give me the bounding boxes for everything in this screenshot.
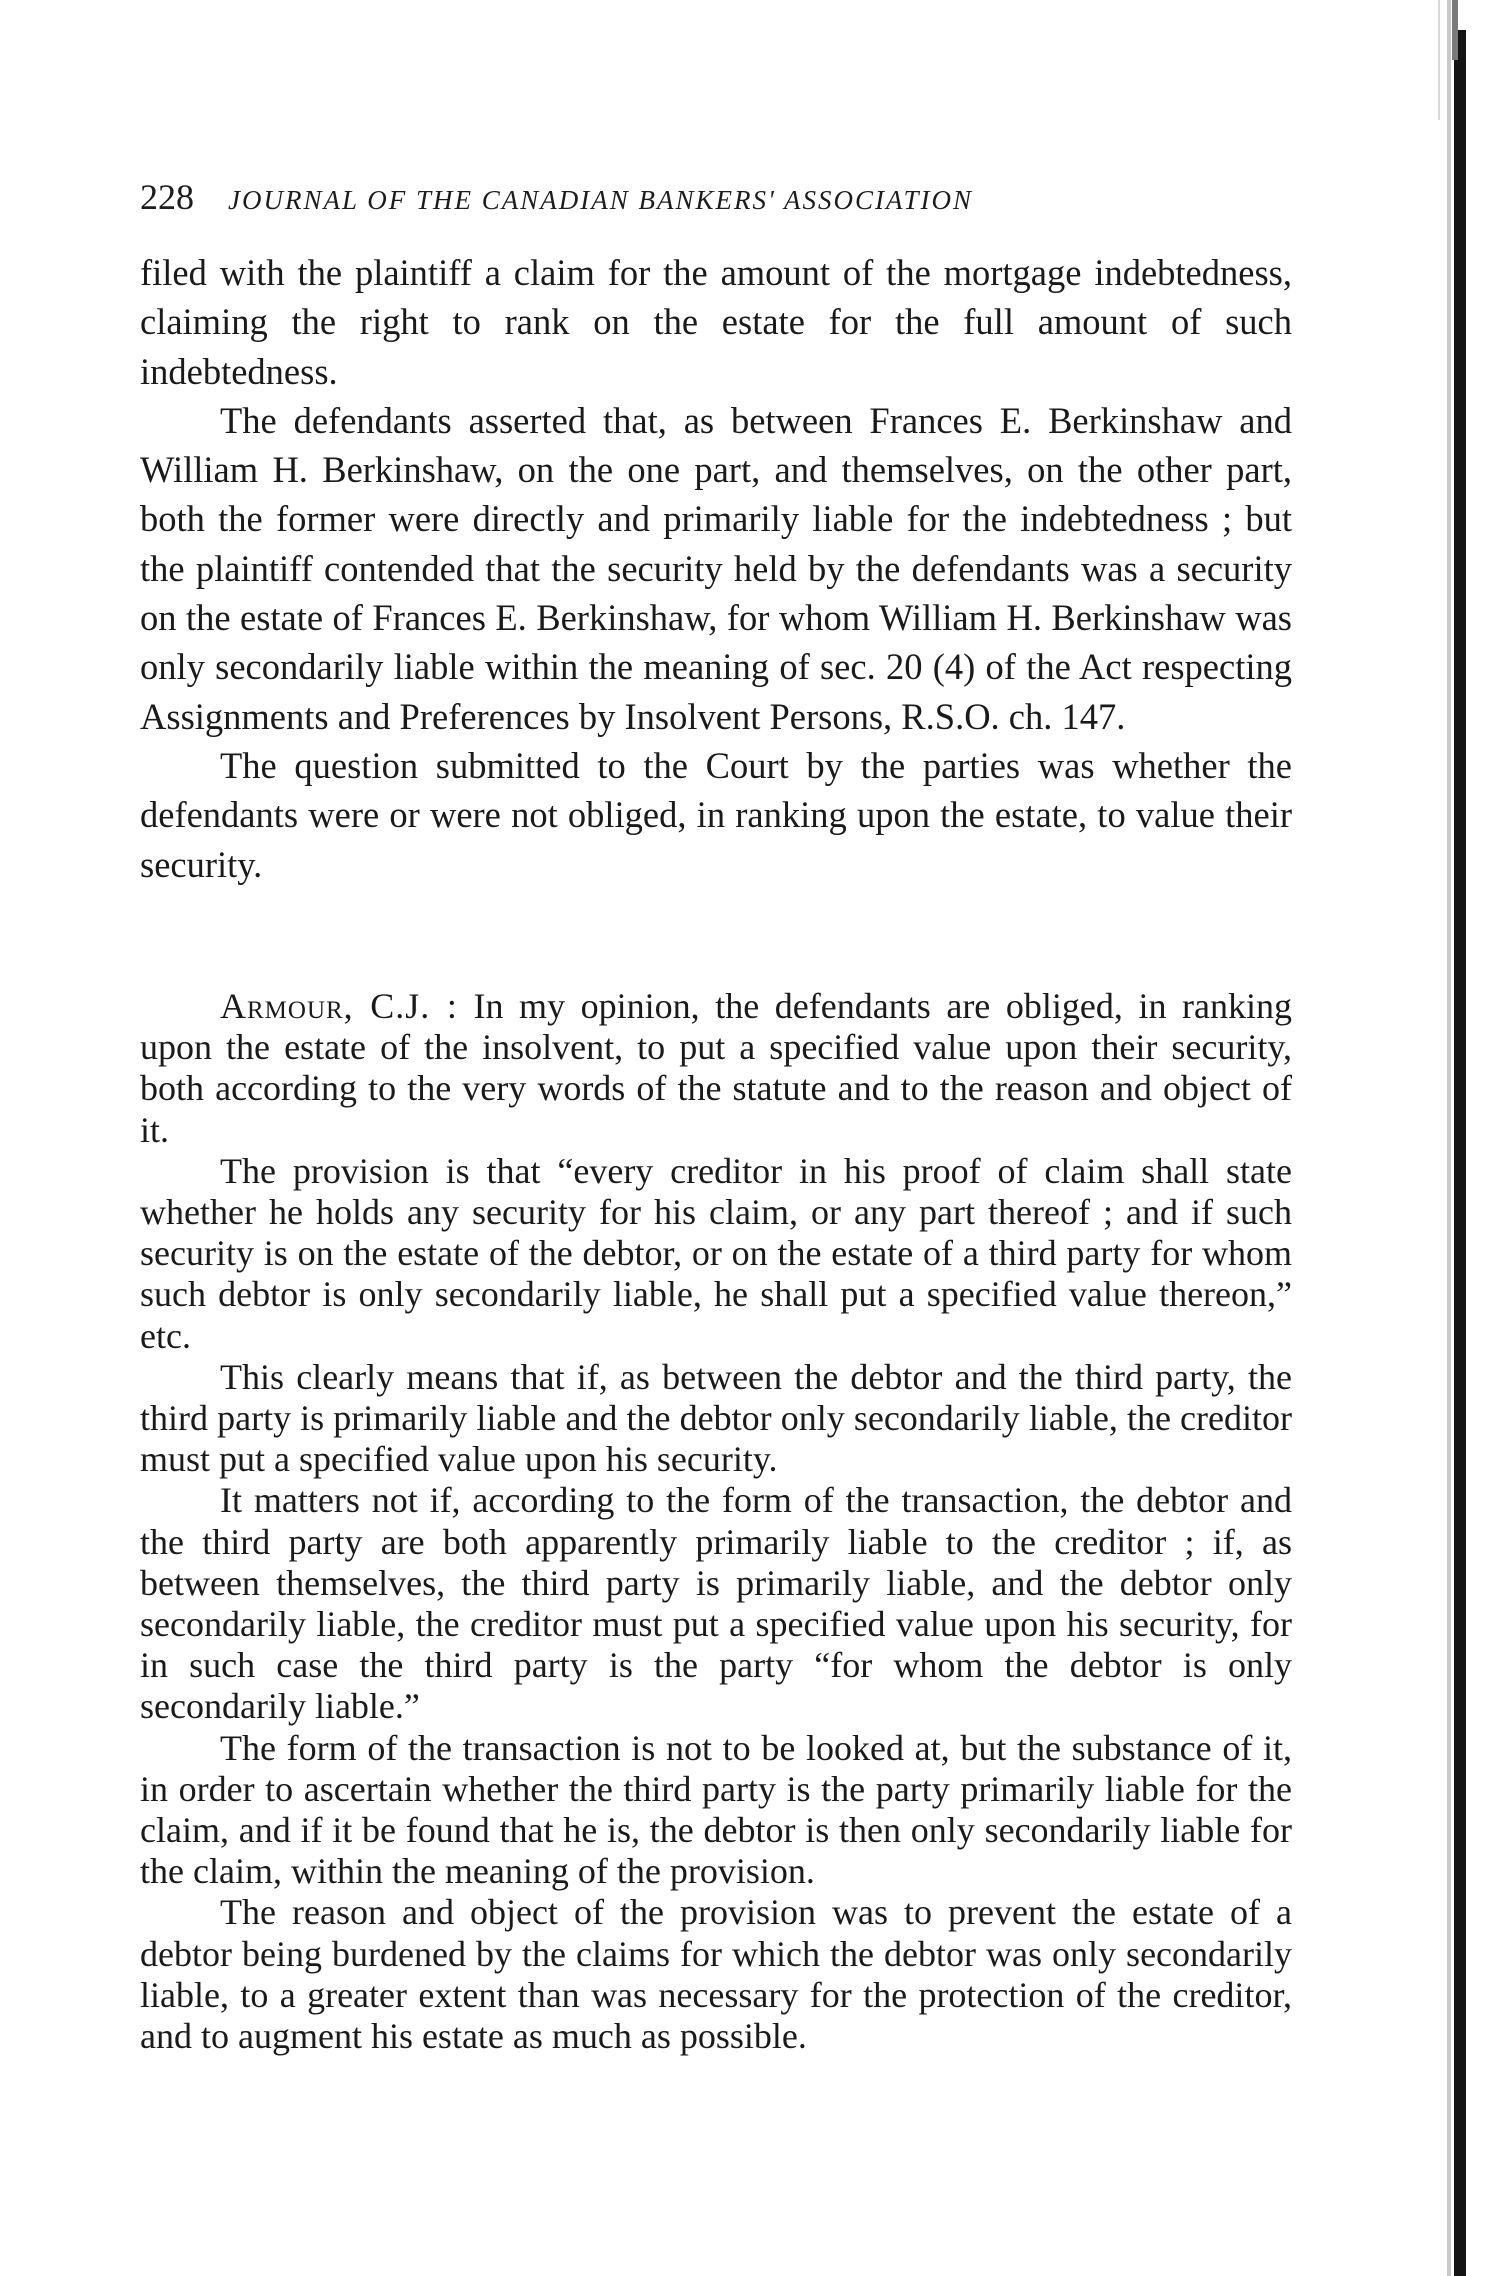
facts-section: [140, 248, 1292, 889]
page-number: 228: [140, 177, 194, 217]
judgment-section: [140, 986, 1292, 2057]
paragraph: This clearly means that if, as between the debtor and the third party, the third party is primarily liable and the debtor only secondarily liable, the creditor must put a specified value upon his security.: [140, 1356, 1292, 1480]
paragraph: The reason and object of the provision was to prevent the estate of a debtor being burdened by the claims for which the debtor was only secondarily liable, to a greater extent than was necessary for the protection of the creditor, and to augment his estate as much as possible.: [140, 1892, 1292, 2057]
judge-name: Armour, C.J. :: [220, 986, 458, 1026]
paragraph: It matters not if, according to the form of the transaction, the debtor and the third party are both apparently primarily liable to the creditor ; if, as between themselves, the third party is primarily liable, and the debtor only secondarily liable, the creditor must put a specified value upon his security, for in such case the third party is the party “for whom the debtor is only secondarily liable.”: [140, 1480, 1292, 1727]
paragraph: The question submitted to the Court by the parties was whether the defendants were or were not obliged, in ranking upon the estate, to value their security.: [140, 744, 1292, 885]
paragraph-text: In my opinion, the defendants are obliged, in ranking upon the estate of the insolvent, to put a specified value upon their security, both according to the very words of the statute and to the reason and object of it.: [140, 986, 1292, 1150]
running-header: [140, 176, 1290, 218]
running-title: JOURNAL OF THE CANADIAN BANKERS' ASSOCIATION: [228, 185, 974, 215]
paragraph: The form of the transaction is not to be looked at, but the substance of it, in order to ascertain whether the third party is the party primarily liable for the claim, and if it be found that he is, the debtor is then only secondarily liable for the claim, within the meaning of the provision.: [140, 1727, 1292, 1892]
paragraph: [140, 986, 1292, 1151]
paragraph: filed with the plaintiff a claim for the amount of the mortgage indebtedness, claiming the right to rank on the estate for the full amount of such indebtedness.: [140, 252, 1292, 392]
page-edge-shadow: [1430, 0, 1488, 2276]
paragraph: The provision is that “every creditor in his proof of claim shall state whether he holds any security for his claim, or any part thereof ; and if such security is on the estate of the debtor, or on the estate of a third party for whom such debtor is only secondarily liable, he shall put a specified value thereon,” etc.: [140, 1150, 1292, 1356]
paragraph: The defendants asserted that, as between Frances E. Berkinshaw and William H. Berkinshaw, on the one part, and themselves, on the other part, both the former were directly and primarily liable for the indebtedness ; but the plaintiff contended that the security held by the defendants was a security on the estate of Frances E. Berkinshaw, for whom William H. Berkinshaw was only secondarily liable within the meaning of sec. 20 (4) of the Act respecting Assignments and Preferences by Insolvent Persons, R.S.O. ch. 147.: [140, 399, 1292, 737]
